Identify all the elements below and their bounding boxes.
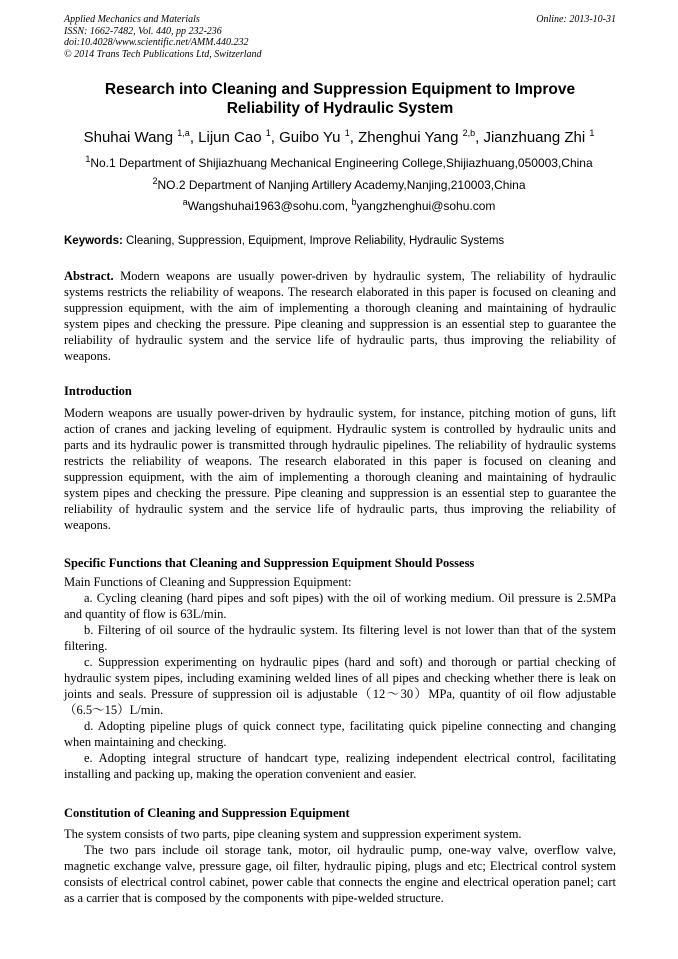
email-link-a[interactable]: Wangshuhai1963@sohu.com, — [187, 199, 352, 213]
keywords-text: Cleaning, Suppression, Equipment, Improve Reliability, Hydraulic Systems — [122, 235, 505, 247]
functions-text — [64, 574, 616, 782]
function-item-a: a. Cycling cleaning (hard pipes and soft pipes) with the oil of working medium. Oil pressure is 2.5MPa and quantity of flow is 63L/min. — [64, 591, 616, 621]
section-heading-constitution: Constitution of Cleaning and Suppression Equipment — [64, 806, 350, 820]
paper-title — [64, 80, 616, 118]
title-line-2: Reliability of Hydraulic System — [226, 100, 454, 117]
section-heading-functions: Specific Functions that Cleaning and Suppression Equipment Should Possess — [64, 556, 475, 570]
online-date: Online: 2013-10-31 — [536, 14, 616, 25]
journal-name: Applied Mechanics and Materials — [64, 14, 200, 25]
affiliation-2: $^2$NO.2 Department of Nanjing Artillery Academy,Nanjing,210003,China — [152, 176, 526, 192]
introduction-text — [64, 405, 616, 533]
copyright-line: © 2014 Trans Tech Publications Ltd, Switzerland — [64, 48, 262, 60]
section-heading-introduction: Introduction — [64, 384, 132, 398]
function-item-e: e. Adopting integral structure of handcart type, realizing independent electrical control, facilitating installing and packing up, making the operation convenient and easier. — [64, 751, 616, 781]
email-link-b[interactable]: yangzhenghui@sohu.com — [356, 199, 496, 213]
constitution-paragraph-1: The system consists of two parts, pipe cleaning system and suppression experiment system. — [64, 827, 522, 841]
keywords-label: Keywords: — [64, 235, 123, 247]
constitution-paragraph-2: The two pars include oil storage tank, motor, oil hydraulic pump, one-way valve, overflow valve, magnetic exchange valve, pressure gage, oil filter, hydraulic piping, plugs and etc; Electrical control system consists of electrical control cabinet, power cable that connects the engine and electrical operation panel; cart as a carrier that is composed by the components with pipe-welded structure. — [64, 843, 616, 905]
function-item-b: b. Filtering of oil source of the hydraulic system. Its filtering level is not lower than that of the system filtering. — [64, 623, 616, 653]
function-item-d: d. Adopting pipeline plugs of quick connect type, facilitating quick pipeline connecting and changing when maintaining and checking. — [64, 719, 616, 749]
author: Jianzhuang Zhi $^1$ — [483, 128, 595, 146]
affiliation-1: $^1$No.1 Department of Shijiazhuang Mechanical Engineering College,Shijiazhuang,050003,China — [85, 154, 593, 170]
keywords — [64, 234, 616, 249]
author: Zhenghui Yang $^{2,b}$, — [358, 128, 484, 146]
author: Guibo Yu $^1$, — [279, 128, 359, 146]
introduction-paragraph: Modern weapons are usually power-driven by hydraulic system, for instance, pitching motion of guns, lift action of cranes and jacking leveling of equipment. Hydraulic system is controlled by hydraulic units and parts and its hydraulic power is transmitted through hydraulic pipelines. The reliability of hydraulic systems restricts the reliability of weapons. The research elaborated in this paper is focused on cleaning and suppression equipment, with the aim of implementing a thorough cleaning and maintaining of hydraulic system pipes and checking the pressure. Pipe cleaning and suppression is an essential step to guarantee the reliability of hydraulic system and the service life of hydraulic parts, thus improving the reliability of weapons. — [64, 406, 616, 532]
issn-line: ISSN: 1662-7482, Vol. 440, pp 232-236 — [64, 25, 222, 37]
abstract — [64, 268, 616, 364]
abstract-text: Modern weapons are usually power-driven by hydraulic system, The reliability of hydraulic systems restricts the reliability of weapons. The research elaborated in this paper is focused on cleaning and suppression equipment, with the aim of implementing a thorough cleaning and maintaining of hydraulic system pipes and checking the pressure. Pipe cleaning and suppression is an essential step to guarantee the reliability of hydraulic system and the service life of hydraulic parts, thus improving the reliability of weapons. — [64, 269, 616, 363]
doi-line: doi:10.4028/www.scientific.net/AMM.440.232 — [64, 37, 249, 48]
author-emails: $^a$Wangshuhai1963@sohu.com, $^b$yangzhenghui@sohu.com — [182, 197, 496, 213]
author-list — [40, 128, 638, 148]
title-line-1: Research into Cleaning and Suppression Equipment to Improve — [104, 81, 576, 98]
functions-intro: Main Functions of Cleaning and Suppression Equipment: — [64, 575, 352, 589]
constitution-text — [64, 826, 616, 906]
journal-header — [64, 14, 616, 60]
function-item-c: c. Suppression experimenting on hydraulic pipes (hard and soft) and thorough or partial checking of hydraulic system pipes, including examining welded lines of all pipes and checking whether there is leak on joints and seals. Pressure of suppression oil is adjustable（12～30）MPa, quantity of oil flow adjustable（6.5～15）L/min. — [64, 655, 616, 717]
author: Shuhai Wang $^{1,a}$, — [83, 128, 199, 146]
abstract-label: Abstract. — [64, 269, 114, 283]
author: Lijun Cao $^1$, — [198, 128, 280, 146]
